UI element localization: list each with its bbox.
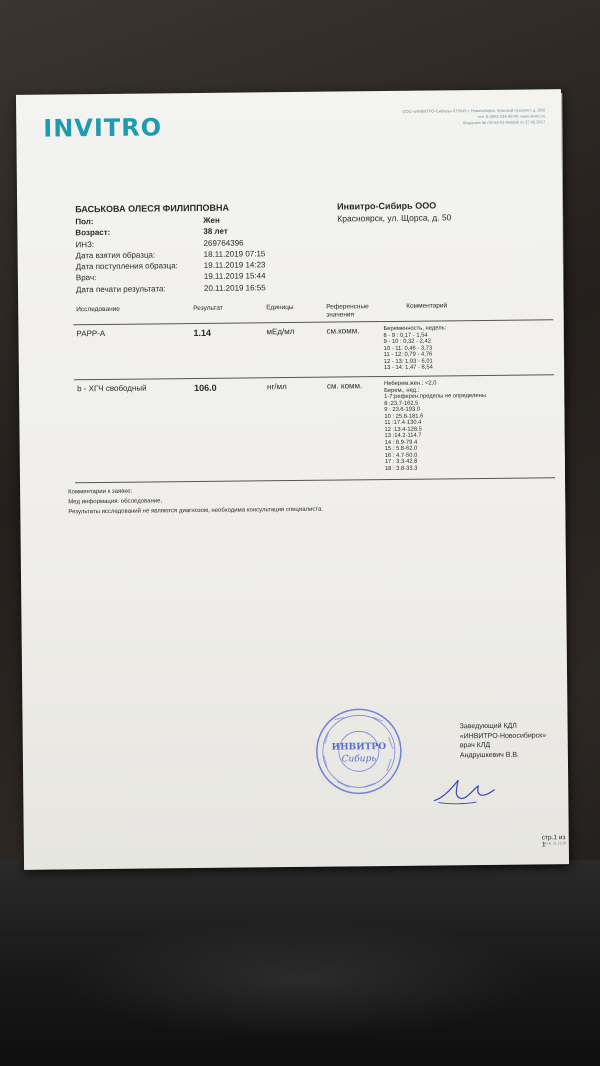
info-value: 20.11.2019 16:55	[203, 283, 266, 293]
col-header-units: Единицы	[266, 303, 294, 312]
handwritten-signature	[428, 770, 498, 811]
info-value: 18.11.2019 07:15	[203, 249, 266, 259]
cell-units: мЕд/мл	[266, 326, 295, 337]
table-header-rule	[73, 319, 553, 325]
col-header-result: Результат	[193, 304, 223, 313]
comment-line: 15 : 5.8-62.0	[384, 445, 418, 453]
cell-result: 1.14	[193, 327, 212, 339]
comment-line: 14 : 8.9-79.4	[384, 439, 418, 446]
footer-notes	[68, 485, 323, 518]
signer-line: Заведующий КДЛ	[459, 722, 517, 731]
signer-block	[460, 721, 547, 760]
comment-line: 18 : 3.8-33.3	[384, 465, 418, 472]
comment-line: Неберем.жен.: <2,0	[383, 380, 437, 388]
header-line: Лицензия № ЛО-54-01-003620 от 27.05.2017	[462, 119, 546, 126]
page-code: мз Б. 11.12.19	[543, 841, 567, 846]
cell-result: 106.0	[193, 382, 217, 394]
lab-report-sheet	[16, 89, 569, 870]
comment-line: 12 - 13: 1,03 - 6,01	[383, 358, 433, 365]
comment-line: 9 - 10 : 0,32 - 2,42	[383, 338, 431, 346]
info-value: Жен	[203, 215, 220, 225]
info-label: Пол:	[75, 217, 94, 227]
comment-line: 13 - 14: 1,47 - 8,54	[383, 364, 433, 372]
col-header-test: Исследование	[76, 305, 120, 314]
signer-line: Андрушкевич В.В.	[459, 751, 519, 759]
comment-line: Берем., нед.:	[384, 387, 420, 394]
stamp-text-top: ИНВИТРО	[331, 742, 387, 753]
header-line: тел. 8 (800) 234-40-00, www.invitro.ru	[477, 113, 546, 120]
invitro-logo: INVITRO	[43, 113, 163, 143]
comment-line: 8 :23,7-162,5	[384, 400, 419, 407]
comment-line: 17 : 3.3-42.8	[384, 458, 418, 466]
cell-units: нг/мл	[266, 382, 287, 392]
desk-surface	[0, 860, 600, 1066]
cell-test: b - ХГЧ свободный	[76, 383, 147, 394]
cell-comments	[384, 380, 487, 472]
header-line: ООО «ИНВИТРО-Сибирь» 675045 г. Новосибирск, Красный проспект, д. 26/2	[402, 107, 546, 114]
comment-line: 11 :17.4-130.4	[384, 419, 422, 427]
footer-line: Мед информация: обследование,	[68, 498, 163, 506]
comment-line: 10 - 11: 0,46 - 3,73	[383, 345, 433, 352]
comment-line: 10 : 25.8-181.6	[384, 413, 424, 420]
lab-address: Красноярск, ул. Щорса, д. 50	[337, 212, 452, 224]
info-value: 38 лет	[203, 226, 228, 237]
signer-line: «ИНВИТРО-Новосибирск»	[459, 731, 547, 740]
cell-reference: см.комм.	[326, 326, 360, 336]
table-bottom-rule	[75, 477, 555, 483]
info-value: 269764396	[203, 238, 244, 248]
cell-reference: см. комм.	[326, 381, 363, 391]
comment-line: 11 - 12: 0,79 - 4,76	[383, 351, 433, 359]
comment-line: 9 : 23.6-193.0	[384, 406, 421, 414]
info-row-print-date	[76, 282, 266, 295]
info-label: Врач:	[75, 273, 97, 283]
comment-line: 13 :14.2-114.7	[384, 432, 422, 440]
comment-line: 1-7:референ.пределы не определены	[384, 392, 487, 401]
info-label: Возраст:	[75, 228, 111, 238]
patient-info-table	[75, 214, 266, 295]
col-header-reference: Референсные значения	[326, 303, 369, 319]
comment-line: 12 :13.4-128.5	[384, 426, 422, 433]
page-number: стр.1 из 1	[541, 834, 566, 849]
company-header-info	[345, 107, 545, 127]
info-value: 19.11.2019 14:23	[203, 260, 266, 271]
patient-name: БАСЬКОВА ОЛЕСЯ ФИЛИППОВНА	[75, 202, 230, 215]
info-value: 19.11.2019 15:44	[203, 271, 266, 282]
cell-comments	[383, 325, 446, 371]
signer-line: врач КЛД	[459, 741, 491, 750]
stamp-seal-icon	[314, 707, 403, 796]
comment-line: 16 : 4.7-50.0	[384, 452, 418, 459]
comment-line: 8 - 9 : 0,17 - 1,54	[383, 332, 428, 339]
comment-line: Беременность, недель:	[383, 325, 447, 333]
info-label: Дата печати результата:	[75, 284, 166, 295]
lab-name: Инвитро-Сибирь ООО	[337, 200, 437, 212]
col-header-comments: Комментарий	[406, 302, 448, 310]
footer-line: Комментарии к заявке:	[68, 488, 133, 496]
stamp-text-bottom: Сибирь	[341, 754, 377, 765]
info-label: Дата взятия образца:	[75, 250, 156, 261]
footer-line: Результаты исследований не являются диагнозом, необходима консультация специалиста.	[68, 506, 324, 516]
cell-test: PAPP-A	[76, 328, 106, 339]
info-label: Дата поступления образца:	[75, 261, 178, 272]
info-label: ИНЗ:	[75, 239, 95, 249]
